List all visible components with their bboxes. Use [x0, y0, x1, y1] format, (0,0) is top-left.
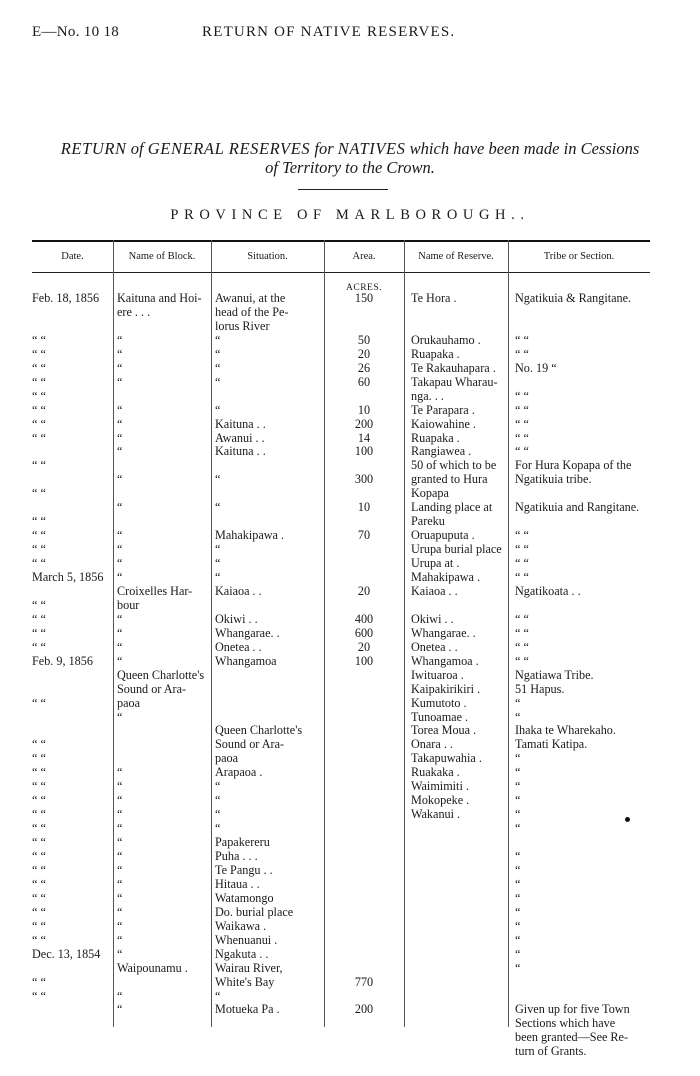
table-cell-tribe: “ “: [515, 528, 529, 543]
province-heading: PROVINCE OF MARLBOROUGH..: [170, 207, 530, 223]
table-cell-block: “: [117, 876, 123, 891]
table-cell-area: 300: [354, 472, 374, 487]
table-cell-situation: Mahakipawa .: [215, 528, 285, 543]
table-cell-reserve: Wakanui .: [411, 807, 461, 822]
table-cell-reserve: Kaiowahine .: [411, 416, 476, 431]
table-cell-date: Feb. 18, 1856: [32, 291, 100, 305]
table-cell-situation: Queen Charlotte's: [215, 723, 303, 738]
table-cell-area: 70: [357, 528, 371, 543]
table-header-rule: [32, 272, 650, 273]
table-cell-tribe: 51 Hapus.: [515, 681, 565, 696]
table-cell-situation: Sound or Ara-: [215, 737, 285, 752]
table-cell-date: Dec. 13, 1854: [32, 946, 101, 961]
table-cell-reserve: Whangarae. .: [411, 625, 476, 640]
table-cell-area: 14: [357, 430, 371, 445]
table-cell-tribe: “ “: [515, 388, 529, 403]
header-tribe: Tribe or Section.: [543, 251, 615, 262]
table-cell-situation: Watamongo: [215, 890, 274, 905]
table-cell-tribe: Ngatikuia and Rangitane.: [515, 500, 640, 515]
table-cell-tribe: “ “: [515, 402, 529, 417]
document-title: [30, 139, 670, 177]
table-cell-reserve: Waimimiti .: [411, 779, 469, 794]
table-cell-situation: Whenuanui .: [215, 932, 278, 947]
table-cell-tribe: “ “: [515, 611, 529, 626]
table-cell-tribe: “: [515, 918, 521, 933]
table-cell-tribe: Ngatikoata . .: [515, 583, 581, 598]
table-cell-situation: Do. burial place: [215, 904, 294, 919]
table-cell-reserve: Takapau Wharau-: [411, 374, 498, 389]
table-cell-reserve: Kaipakirikiri .: [411, 681, 481, 696]
title-word: NATIVES: [337, 139, 406, 158]
table-cell-date: “ “: [32, 360, 46, 375]
table-cell-situation: “: [215, 542, 221, 557]
table-cell-tribe: Ngatikuia tribe.: [515, 472, 592, 487]
table-cell-block: “: [117, 639, 123, 654]
reserves-table: [32, 240, 650, 1059]
table-cell-date: “ “: [32, 988, 46, 1003]
table-cell-reserve: Te Parapara .: [411, 402, 475, 417]
table-cell-tribe: “: [515, 793, 521, 808]
table-cell-reserve: Takapuwahia .: [411, 751, 482, 766]
table-cell-tribe: No. 19 “: [515, 360, 557, 375]
table-cell-area: 600: [354, 625, 374, 640]
table-cell-tribe: been granted—See Re-: [515, 1030, 629, 1045]
table-cell-block: “: [117, 374, 123, 389]
table-cell-date: “ “: [32, 430, 46, 445]
table-cell-reserve: Ruakaka .: [411, 765, 460, 780]
table-cell-reserve: Orukauhamo .: [411, 332, 481, 347]
table-cell-block: “: [117, 444, 123, 459]
table-cell-date: “ “: [32, 904, 46, 919]
table-cell-situation: Wairau River,: [215, 960, 283, 975]
table-cell-situation: “: [215, 821, 221, 836]
table-cell-date: “ “: [32, 611, 46, 626]
table-cell-date: Feb. 9, 1856: [32, 653, 93, 668]
table-cell-area: 20: [357, 583, 371, 598]
table-cell-tribe: “ “: [515, 570, 529, 584]
title-line-1: [30, 139, 670, 158]
table-cell-block: “: [117, 988, 123, 1003]
page-number: E—No. 10 18: [32, 24, 120, 40]
table-cell-area: 100: [354, 444, 374, 459]
title-word: of: [126, 139, 148, 158]
table-cell-date: “ “: [32, 807, 46, 822]
table-cell-tribe: Ihaka te Wharekaho.: [515, 723, 616, 738]
table-cell-block: “: [117, 653, 123, 668]
table-cell-situation: “: [215, 793, 221, 808]
table-cell-date: “ “: [32, 388, 46, 403]
table-cell-reserve: Onara . .: [411, 737, 453, 752]
table-cell-situation: “: [215, 570, 221, 584]
table-cell-area: 20: [357, 346, 371, 361]
table-cell-situation: “: [215, 779, 221, 794]
table-cell-date: “ “: [32, 793, 46, 808]
table-cell-date: “ “: [32, 890, 46, 905]
table-cell-block: “: [117, 416, 123, 431]
table-cell-situation: Okiwi . .: [215, 611, 258, 626]
table-cell-situation: head of the Pe-: [215, 304, 289, 319]
table-cell-reserve: Rangiawea .: [411, 444, 472, 459]
table-cell-block: “: [117, 1002, 123, 1017]
table-cell-tribe: “: [515, 807, 521, 822]
table-cell-block: “: [117, 890, 123, 905]
table-cell-block: “: [117, 500, 123, 515]
table-cell-tribe: “: [515, 932, 521, 947]
table-cell-tribe: “: [515, 960, 521, 975]
table-cell-block: “: [117, 765, 123, 780]
table-cell-date: “ “: [32, 514, 46, 529]
table-cell-block: Waipounamu .: [117, 960, 188, 975]
table-cell-block: “: [117, 904, 123, 919]
table-cell-tribe: “: [515, 751, 521, 766]
table-cell-tribe: “: [515, 849, 521, 863]
table-cell-block: “: [117, 918, 123, 933]
table-cell-date: “ “: [32, 639, 46, 654]
column-rule: [404, 240, 405, 1027]
table-cell-situation: Papakereru: [215, 835, 270, 850]
title-word: RETURN: [60, 139, 127, 158]
table-cell-situation: Motueka Pa .: [215, 1002, 280, 1017]
table-cell-reserve: Onetea . .: [411, 639, 458, 654]
table-cell-reserve: Mahakipawa .: [411, 570, 481, 584]
table-cell-reserve: Kumutoto .: [411, 695, 467, 710]
table-cell-reserve: granted to Hura: [411, 472, 488, 487]
table-cell-date: “ “: [32, 625, 46, 640]
table-cell-date: “ “: [32, 779, 46, 794]
table-cell-tribe: “: [515, 821, 521, 836]
table-cell-tribe: “: [515, 946, 521, 961]
table-cell-situation: Puha . . .: [215, 849, 258, 863]
table-cell-situation: “: [215, 988, 221, 1003]
table-cell-date: “ “: [32, 974, 46, 989]
table-cell-tribe: “: [515, 765, 521, 780]
table-cell-situation: “: [215, 360, 221, 375]
table-cell-reserve: Ruapaka .: [411, 346, 460, 361]
table-cell-reserve: Landing place at: [411, 500, 493, 515]
table-cell-date: “ “: [32, 918, 46, 933]
table-cell-reserve: Mokopeke .: [411, 793, 470, 808]
table-cell-area: 20: [357, 639, 371, 654]
table-cell-block: “: [117, 570, 123, 584]
table-cell-date: “ “: [32, 835, 46, 850]
table-cell-situation: paoa: [215, 751, 239, 766]
table-cell-area: 770: [354, 974, 374, 989]
table-cell-area: 400: [354, 611, 374, 626]
table-cell-date: “ “: [32, 374, 46, 389]
header-area: Area.: [352, 251, 376, 262]
column-rule: [508, 240, 509, 1027]
table-cell-block: “: [117, 332, 123, 347]
table-cell-block: “: [117, 932, 123, 947]
table-cell-area: 10: [357, 402, 371, 417]
table-cell-tribe: “: [515, 876, 521, 891]
table-cell-situation: “: [215, 332, 221, 347]
table-cell-block: “: [117, 360, 123, 375]
table-cell-block: bour: [117, 597, 140, 612]
table-cell-tribe: “ “: [515, 556, 529, 571]
table-cell-situation: Kaituna . .: [215, 416, 266, 431]
table-cell-reserve: Iwituaroa .: [411, 667, 464, 682]
table-cell-date: “ “: [32, 542, 46, 557]
table-cell-area: 60: [357, 374, 371, 389]
table-cell-tribe: “ “: [515, 416, 529, 431]
table-cell-reserve: Pareku: [411, 514, 445, 529]
table-cell-date: “ “: [32, 597, 46, 612]
table-cell-block: “: [117, 625, 123, 640]
table-cell-tribe: Given up for five Town: [515, 1002, 630, 1017]
title-line-2: of Territory to the Crown.: [265, 158, 435, 177]
column-rule: [113, 240, 114, 1027]
table-cell-tribe: turn of Grants.: [515, 1044, 587, 1059]
title-word: which have been made in Cessions: [405, 139, 640, 158]
title-divider: [298, 189, 388, 190]
table-cell-reserve: Te Rakauhapara .: [411, 360, 496, 375]
table-cell-block: “: [117, 821, 123, 836]
table-cell-tribe: “ “: [515, 444, 529, 459]
table-cell-tribe: “ “: [515, 332, 529, 347]
acres-label: ACRES.: [346, 283, 382, 293]
table-cell-date: “ “: [32, 695, 46, 710]
table-cell-situation: Whangarae. .: [215, 625, 280, 640]
table-cell-block: “: [117, 556, 123, 571]
table-cell-block: “: [117, 542, 123, 557]
table-cell-situation: Awanui, at the: [215, 291, 286, 305]
table-cell-reserve: Kopapa: [411, 486, 449, 501]
table-cell-block: “: [117, 611, 123, 626]
table-cell-date: “ “: [32, 402, 46, 417]
table-cell-reserve: Torea Moua .: [411, 723, 477, 738]
title-word: for: [310, 139, 338, 158]
table-cell-block: Croixelles Har-: [117, 583, 193, 598]
ink-dot: [625, 817, 630, 822]
table-cell-tribe: Ngatiawa Tribe.: [515, 667, 594, 682]
table-cell-tribe: “: [515, 904, 521, 919]
table-cell-tribe: “ “: [515, 346, 529, 361]
column-rule: [211, 240, 212, 1027]
table-cell-reserve: Urupa burial place: [411, 542, 502, 557]
table-cell-situation: Awanui . .: [215, 430, 265, 445]
table-cell-date: “ “: [32, 765, 46, 780]
table-cell-tribe: “ “: [515, 625, 529, 640]
table-cell-situation: lorus River: [215, 318, 270, 333]
table-cell-block: “: [117, 430, 123, 445]
table-cell-reserve: Whangamoa .: [411, 653, 479, 668]
table-cell-tribe: “ “: [515, 430, 529, 445]
table-cell-block: “: [117, 779, 123, 794]
table-cell-tribe: “ “: [515, 639, 529, 654]
table-cell-tribe: “: [515, 779, 521, 794]
table-cell-situation: White's Bay: [215, 974, 275, 989]
table-cell-date: “ “: [32, 932, 46, 947]
table-cell-area: 200: [354, 1002, 374, 1017]
table-cell-block: “: [117, 849, 123, 863]
table-cell-situation: Ngakuta . .: [215, 946, 269, 961]
table-cell-date: “ “: [32, 486, 46, 501]
table-cell-date: “ “: [32, 751, 46, 766]
running-title: RETURN OF NATIVE RESERVES.: [202, 24, 456, 40]
table-cell-reserve: Kaiaoa . .: [411, 583, 458, 598]
table-cell-tribe: “ “: [515, 653, 529, 668]
table-cell-situation: Te Pangu . .: [215, 862, 273, 877]
table-cell-situation: “: [215, 402, 221, 417]
table-cell-date: “ “: [32, 849, 46, 863]
table-cell-block: “: [117, 346, 123, 361]
running-head: [32, 24, 668, 44]
table-cell-date: “ “: [32, 821, 46, 836]
table-cell-tribe: “: [515, 862, 521, 877]
table-cell-situation: Kaiaoa . .: [215, 583, 262, 598]
table-cell-situation: Whangamoa: [215, 653, 277, 668]
table-cell-reserve: Oruapuputa .: [411, 528, 475, 543]
table-cell-situation: Kaituna . .: [215, 444, 266, 459]
table-cell-date: “ “: [32, 876, 46, 891]
table-cell-tribe: “: [515, 890, 521, 905]
table-cell-block: “: [117, 835, 123, 850]
table-cell-date: “ “: [32, 416, 46, 431]
table-cell-situation: “: [215, 500, 221, 515]
header-situation: Situation.: [247, 251, 288, 262]
table-cell-area: 10: [357, 500, 371, 515]
table-cell-block: “: [117, 709, 123, 724]
header-reserve: Name of Reserve.: [418, 251, 494, 262]
table-cell-tribe: Tamati Katipa.: [515, 737, 588, 752]
header-date: Date.: [61, 251, 84, 262]
table-cell-situation: Hitaua . .: [215, 876, 260, 891]
table-cell-tribe: Sections which have: [515, 1016, 616, 1031]
table-cell-block: “: [117, 862, 123, 877]
table-cell-reserve: nga. . .: [411, 388, 444, 403]
table-cell-tribe: “: [515, 695, 521, 710]
table-cell-situation: Onetea . .: [215, 639, 262, 654]
table-cell-block: paoa: [117, 695, 141, 710]
table-cell-reserve: 50 of which to be: [411, 458, 497, 473]
table-cell-block: “: [117, 946, 123, 961]
table-cell-situation: Arapaoa .: [215, 765, 263, 780]
header-block: Name of Block.: [128, 251, 196, 262]
table-cell-situation: “: [215, 346, 221, 361]
table-cell-block: “: [117, 807, 123, 822]
table-cell-date: “ “: [32, 862, 46, 877]
table-top-rule: [32, 240, 650, 242]
table-cell-reserve: Ruapaka .: [411, 430, 460, 445]
table-cell-block: “: [117, 402, 123, 417]
table-cell-situation: Waikawa .: [215, 918, 267, 933]
table-cell-block: ere . . .: [117, 304, 151, 319]
table-cell-block: “: [117, 793, 123, 808]
table-cell-reserve: Urupa at .: [411, 556, 460, 571]
table-cell-tribe: For Hura Kopapa of the: [515, 458, 632, 473]
table-cell-area: 100: [354, 653, 374, 668]
table-cell-block: Sound or Ara-: [117, 681, 187, 696]
table-cell-area: 50: [357, 332, 371, 347]
table-cell-block: “: [117, 528, 123, 543]
table-cell-block: Kaituna and Hoi-: [117, 291, 202, 305]
table-cell-situation: “: [215, 807, 221, 822]
table-cell-block: “: [117, 472, 123, 487]
table-cell-date: “ “: [32, 556, 46, 571]
table-cell-reserve: Te Hora .: [411, 291, 457, 305]
table-cell-tribe: Ngatikuia & Rangitane.: [515, 291, 632, 305]
table-cell-area: 26: [357, 360, 371, 375]
table-cell-date: “ “: [32, 332, 46, 347]
table-cell-reserve: Okiwi . .: [411, 611, 454, 626]
title-word: GENERAL RESERVES: [147, 139, 311, 158]
table-cell-tribe: “ “: [515, 542, 529, 557]
table-cell-date: “ “: [32, 458, 46, 473]
table-cell-reserve: Tunoamae .: [411, 709, 469, 724]
table-cell-date: “ “: [32, 346, 46, 361]
table-cell-area: 150: [354, 291, 374, 305]
table-cell-date: “ “: [32, 737, 46, 752]
table-cell-situation: “: [215, 374, 221, 389]
table-cell-tribe: “: [515, 709, 521, 724]
table-cell-date: “ “: [32, 528, 46, 543]
table-cell-situation: “: [215, 472, 221, 487]
table-cell-date: March 5, 1856: [32, 570, 104, 584]
column-rule: [324, 240, 325, 1027]
table-cell-area: 200: [354, 416, 374, 431]
table-cell-block: Queen Charlotte's: [117, 667, 205, 682]
table-cell-situation: “: [215, 556, 221, 571]
